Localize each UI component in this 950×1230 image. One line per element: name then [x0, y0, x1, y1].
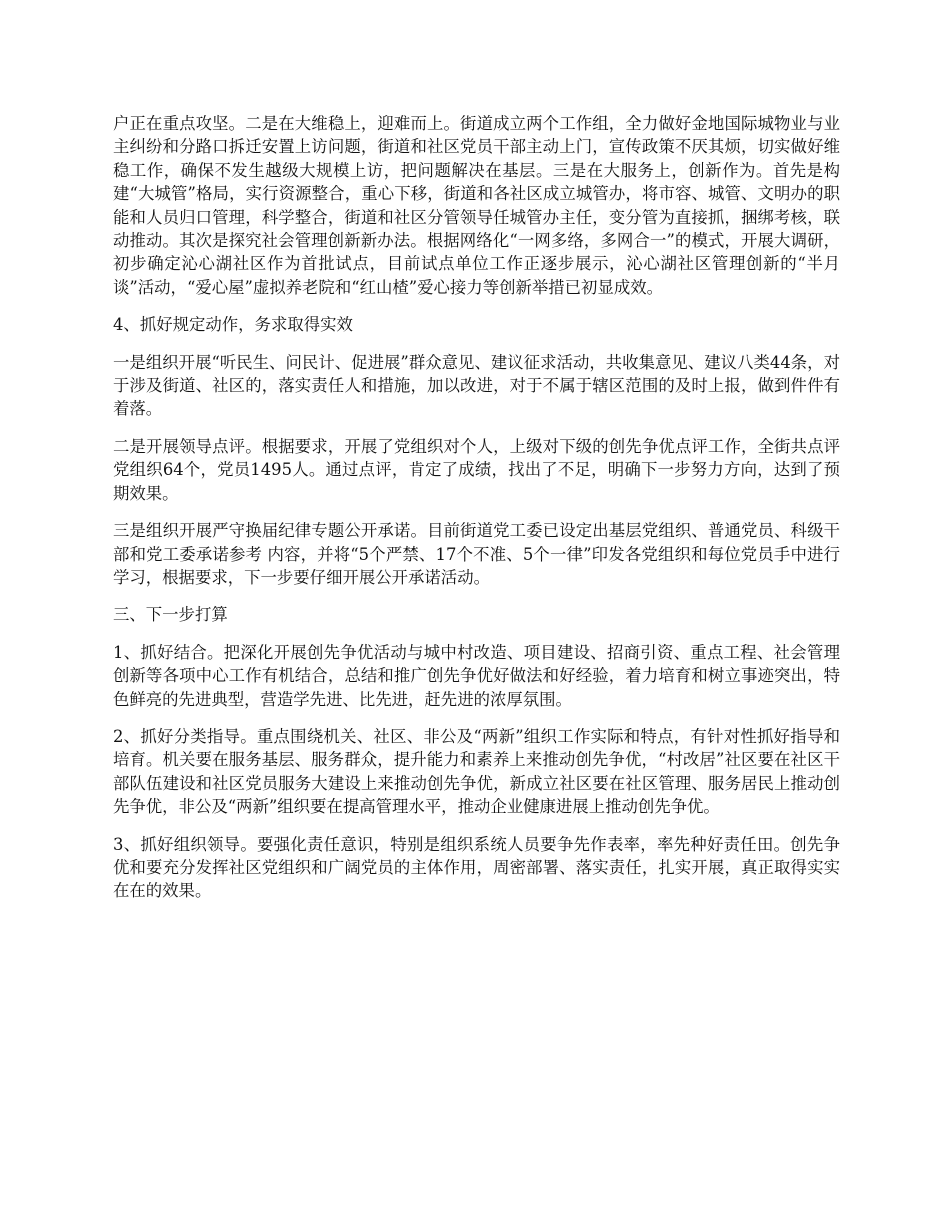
- paragraph-3: 二是开展领导点评。根据要求，开展了党组织对个人，上级对下级的创先争优点评工作，全街共点评党组织64个，党员1495人。通过点评，肯定了成绩，找出了不足，明确下一步努力方向，达到了预期效果。: [113, 436, 840, 503]
- section-heading-next-steps: 三、下一步打算: [113, 605, 228, 625]
- section-heading-4: 4、抓好规定动作，务求取得实效: [113, 315, 353, 335]
- paragraph-4: 三是组织开展严守换届纪律专题公开承诺。目前街道党工委已设定出基层党组织、普通党员、科级干部和党工委承诺参考 内容，并将“5个严禁、17个不准、5个一律”印发各党组织和每位党员手中进行学习，根据要求，下一步要仔细开展公开承诺活动。: [113, 521, 840, 587]
- paragraph-7: 3、抓好组织领导。要强化责任意识，特别是组织系统人员要争先作表率，率先种好责任田。创先争优和要充分发挥社区党组织和广阔党员的主体作用，周密部署、落实责任，扎实开展，真正取得实实在在的效果。: [113, 834, 840, 901]
- paragraph-5: 1、抓好结合。把深化开展创先争优活动与城中村改造、项目建设、招商引资、重点工程、社会管理创新等各项中心工作有机结合，总结和推广创先争优好做法和好经验，着力培育和树立事迹突出，特色鲜亮的先进典型，营造学先进、比先进，赶先进的浓厚氛围。: [113, 642, 840, 709]
- document-page: [113, 112, 840, 917]
- paragraph-2: 一是组织开展“听民生、问民计、促进展”群众意见、建议征求活动，共收集意见、建议八类44条，对于涉及街道、社区的，落实责任人和措施，加以改进，对于不属于辖区范围的及时上报，做到件件有着落。: [113, 352, 840, 419]
- paragraph-6: 2、抓好分类指导。重点围绕机关、社区、非公及“两新”组织工作实际和特点，有针对性抓好指导和培育。机关要在服务基层、服务群众，提升能力和素养上来推动创先争优，“村改居”社区要在社区干部队伍建设和社区党员服务大建设上来推动创先争优，新成立社区要在社区管理、服务居民上推动创先争优，非公及“两新”组织要在提高管理水平，推动企业健康进展上推动创先争优。: [113, 726, 840, 817]
- paragraph-1: 户正在重点攻坚。二是在大维稳上，迎难而上。街道成立两个工作组，全力做好金地国际城物业与业主纠纷和分路口拆迁安置上访问题，街道和社区党员干部主动上门，宣传政策不厌其烦，切实做好维稳工作，确保不发生越级大规模上访，把问题解决在基层。三是在大服务上，创新作为。首先是构建“大城管”格局，实行资源整合，重心下移，街道和各社区成立城管办，将市容、城管、文明办的职能和人员归口管理，科学整合，街道和社区分管领导任城管办主任，变分管为直接抓，捆绑考核，联动推动。其次是探究社会管理创新新办法。根据网络化“一网多络，多网合一”的模式，开展大调研，初步确定沁心湖社区作为首批试点，目前试点单位工作正逐步展示，沁心湖社区管理创新的“半月谈”活动，“爱心屋”虚拟养老院和“红山楂”爱心接力等创新举措已初显成效。: [113, 114, 840, 297]
